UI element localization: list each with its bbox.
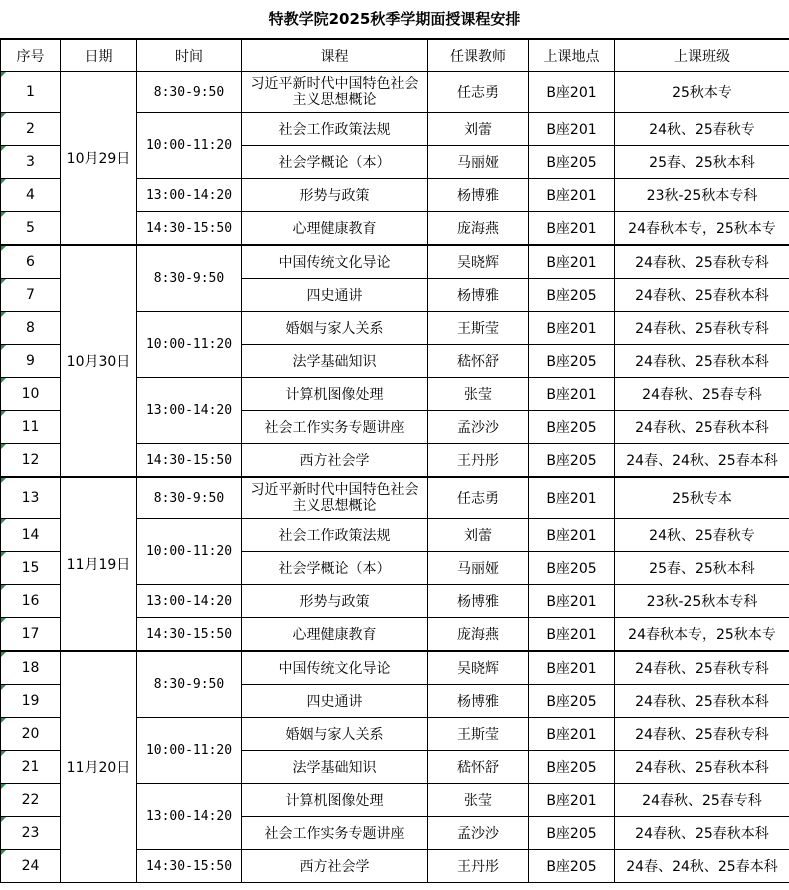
time-cell: 13:00-14:20 — [137, 378, 242, 444]
class-cell: 24春秋、25春秋本科 — [615, 411, 789, 444]
teacher-cell: 马丽娅 — [428, 146, 529, 179]
seq-cell: 20 — [1, 718, 61, 751]
class-cell: 25春、25秋本科 — [615, 552, 789, 585]
room-cell: B座201 — [529, 113, 615, 146]
room-cell: B座201 — [529, 179, 615, 212]
date-cell: 10月29日 — [61, 72, 137, 246]
course-cell: 社会工作政策法规 — [242, 519, 428, 552]
seq-cell: 21 — [1, 751, 61, 784]
seq-cell: 9 — [1, 345, 61, 378]
time-cell: 10:00-11:20 — [137, 113, 242, 179]
room-cell: B座205 — [529, 146, 615, 179]
teacher-cell: 王斯莹 — [428, 312, 529, 345]
time-cell: 14:30-15:50 — [137, 212, 242, 246]
room-cell: B座201 — [529, 718, 615, 751]
room-cell: B座205 — [529, 850, 615, 883]
room-cell: B座201 — [529, 72, 615, 113]
room-cell: B座201 — [529, 477, 615, 519]
header-seq: 序号 — [1, 40, 61, 72]
seq-cell: 3 — [1, 146, 61, 179]
teacher-cell: 马丽娅 — [428, 552, 529, 585]
course-cell: 社会工作实务专题讲座 — [242, 411, 428, 444]
class-cell: 24春秋、25春秋本科 — [615, 685, 789, 718]
room-cell: B座205 — [529, 817, 615, 850]
room-cell: B座201 — [529, 519, 615, 552]
class-cell: 23秋-25秋本专科 — [615, 585, 789, 618]
class-cell: 24春秋本专，25秋本专 — [615, 618, 789, 652]
header-room: 上课地点 — [529, 40, 615, 72]
course-cell: 法学基础知识 — [242, 345, 428, 378]
course-cell: 形势与政策 — [242, 179, 428, 212]
seq-cell: 13 — [1, 477, 61, 519]
class-cell: 24春秋、25春专科 — [615, 378, 789, 411]
teacher-cell: 任志勇 — [428, 477, 529, 519]
teacher-cell: 孟沙沙 — [428, 817, 529, 850]
course-cell: 中国传统文化导论 — [242, 651, 428, 685]
room-cell: B座201 — [529, 378, 615, 411]
course-cell: 计算机图像处理 — [242, 784, 428, 817]
room-cell: B座201 — [529, 618, 615, 652]
seq-cell: 11 — [1, 411, 61, 444]
class-cell: 24秋、25春秋专 — [615, 113, 789, 146]
header-date: 日期 — [61, 40, 137, 72]
course-cell: 社会工作实务专题讲座 — [242, 817, 428, 850]
class-cell: 24春、24秋、25春本科 — [615, 444, 789, 478]
teacher-cell: 杨博雅 — [428, 585, 529, 618]
course-cell: 中国传统文化导论 — [242, 245, 428, 279]
time-cell: 14:30-15:50 — [137, 850, 242, 883]
class-cell: 25秋专本 — [615, 477, 789, 519]
course-cell: 四史通讲 — [242, 685, 428, 718]
course-cell: 社会工作政策法规 — [242, 113, 428, 146]
date-cell: 11月20日 — [61, 651, 137, 883]
seq-cell: 12 — [1, 444, 61, 478]
header-row — [1, 40, 789, 72]
course-cell: 四史通讲 — [242, 279, 428, 312]
room-cell: B座205 — [529, 685, 615, 718]
date-cell: 10月30日 — [61, 245, 137, 477]
course-cell: 习近平新时代中国特色社会主义思想概论 — [242, 72, 428, 113]
time-cell: 14:30-15:50 — [137, 618, 242, 652]
teacher-cell: 杨博雅 — [428, 179, 529, 212]
teacher-cell: 嵇怀舒 — [428, 751, 529, 784]
class-cell: 24春秋、25春秋专科 — [615, 245, 789, 279]
course-cell: 婚姻与家人关系 — [242, 718, 428, 751]
class-cell: 24春秋、25春秋本科 — [615, 279, 789, 312]
teacher-cell: 张莹 — [428, 378, 529, 411]
room-cell: B座201 — [529, 245, 615, 279]
class-cell: 24春秋、25春专科 — [615, 784, 789, 817]
table-row — [1, 477, 789, 519]
teacher-cell: 吴晓辉 — [428, 651, 529, 685]
time-cell: 13:00-14:20 — [137, 585, 242, 618]
room-cell: B座201 — [529, 784, 615, 817]
class-cell: 25秋本专 — [615, 72, 789, 113]
teacher-cell: 杨博雅 — [428, 685, 529, 718]
room-cell: B座205 — [529, 279, 615, 312]
course-cell: 形势与政策 — [242, 585, 428, 618]
class-cell: 24春秋、25春秋本科 — [615, 345, 789, 378]
header-course: 课程 — [242, 40, 428, 72]
teacher-cell: 嵇怀舒 — [428, 345, 529, 378]
seq-cell: 10 — [1, 378, 61, 411]
seq-cell: 2 — [1, 113, 61, 146]
time-cell: 10:00-11:20 — [137, 519, 242, 585]
room-cell: B座205 — [529, 751, 615, 784]
table-row — [1, 72, 789, 113]
time-cell: 10:00-11:20 — [137, 312, 242, 378]
course-cell: 心理健康教育 — [242, 212, 428, 246]
teacher-cell: 吴晓辉 — [428, 245, 529, 279]
date-cell: 11月19日 — [61, 477, 137, 651]
room-cell: B座201 — [529, 585, 615, 618]
seq-cell: 4 — [1, 179, 61, 212]
time-cell: 8:30-9:50 — [137, 477, 242, 519]
course-cell: 西方社会学 — [242, 444, 428, 478]
seq-cell: 14 — [1, 519, 61, 552]
course-cell: 习近平新时代中国特色社会主义思想概论 — [242, 477, 428, 519]
seq-cell: 22 — [1, 784, 61, 817]
class-cell: 24秋、25春秋专 — [615, 519, 789, 552]
seq-cell: 6 — [1, 245, 61, 279]
time-cell: 8:30-9:50 — [137, 72, 242, 113]
header-time: 时间 — [137, 40, 242, 72]
class-cell: 24春秋本专，25秋本专 — [615, 212, 789, 246]
page-title: 特教学院2025秋季学期面授课程安排 — [0, 0, 789, 39]
class-cell: 24春秋、25春秋专科 — [615, 651, 789, 685]
header-class: 上课班级 — [615, 40, 789, 72]
time-cell: 13:00-14:20 — [137, 179, 242, 212]
teacher-cell: 任志勇 — [428, 72, 529, 113]
seq-cell: 8 — [1, 312, 61, 345]
time-cell: 10:00-11:20 — [137, 718, 242, 784]
room-cell: B座201 — [529, 212, 615, 246]
class-cell: 24春秋、25春秋本科 — [615, 751, 789, 784]
seq-cell: 23 — [1, 817, 61, 850]
class-cell: 24春秋、25春秋本科 — [615, 817, 789, 850]
class-cell: 23秋-25秋本专科 — [615, 179, 789, 212]
table-row — [1, 651, 789, 685]
seq-cell: 24 — [1, 850, 61, 883]
room-cell: B座205 — [529, 411, 615, 444]
seq-cell: 15 — [1, 552, 61, 585]
teacher-cell: 庞海燕 — [428, 212, 529, 246]
seq-cell: 1 — [1, 72, 61, 113]
teacher-cell: 张莹 — [428, 784, 529, 817]
teacher-cell: 王斯莹 — [428, 718, 529, 751]
teacher-cell: 王丹彤 — [428, 850, 529, 883]
seq-cell: 7 — [1, 279, 61, 312]
table-row — [1, 245, 789, 279]
course-cell: 法学基础知识 — [242, 751, 428, 784]
course-cell: 社会学概论（本） — [242, 552, 428, 585]
time-cell: 8:30-9:50 — [137, 651, 242, 718]
teacher-cell: 刘蕾 — [428, 113, 529, 146]
class-cell: 24春、24秋、25春本科 — [615, 850, 789, 883]
room-cell: B座201 — [529, 312, 615, 345]
class-cell: 24春秋、25春秋专科 — [615, 718, 789, 751]
course-cell: 心理健康教育 — [242, 618, 428, 652]
time-cell: 8:30-9:50 — [137, 245, 242, 312]
teacher-cell: 孟沙沙 — [428, 411, 529, 444]
time-cell: 13:00-14:20 — [137, 784, 242, 850]
teacher-cell: 王丹彤 — [428, 444, 529, 478]
course-cell: 计算机图像处理 — [242, 378, 428, 411]
time-cell: 14:30-15:50 — [137, 444, 242, 478]
seq-cell: 19 — [1, 685, 61, 718]
course-cell: 婚姻与家人关系 — [242, 312, 428, 345]
seq-cell: 18 — [1, 651, 61, 685]
seq-cell: 16 — [1, 585, 61, 618]
class-cell: 24春秋、25春秋专科 — [615, 312, 789, 345]
room-cell: B座205 — [529, 552, 615, 585]
seq-cell: 5 — [1, 212, 61, 246]
room-cell: B座205 — [529, 345, 615, 378]
seq-cell: 17 — [1, 618, 61, 652]
class-cell: 25春、25秋本科 — [615, 146, 789, 179]
schedule-table — [0, 39, 789, 883]
room-cell: B座201 — [529, 651, 615, 685]
teacher-cell: 庞海燕 — [428, 618, 529, 652]
room-cell: B座205 — [529, 444, 615, 478]
course-cell: 西方社会学 — [242, 850, 428, 883]
course-cell: 社会学概论（本） — [242, 146, 428, 179]
header-teacher: 任课教师 — [428, 40, 529, 72]
teacher-cell: 杨博雅 — [428, 279, 529, 312]
teacher-cell: 刘蕾 — [428, 519, 529, 552]
